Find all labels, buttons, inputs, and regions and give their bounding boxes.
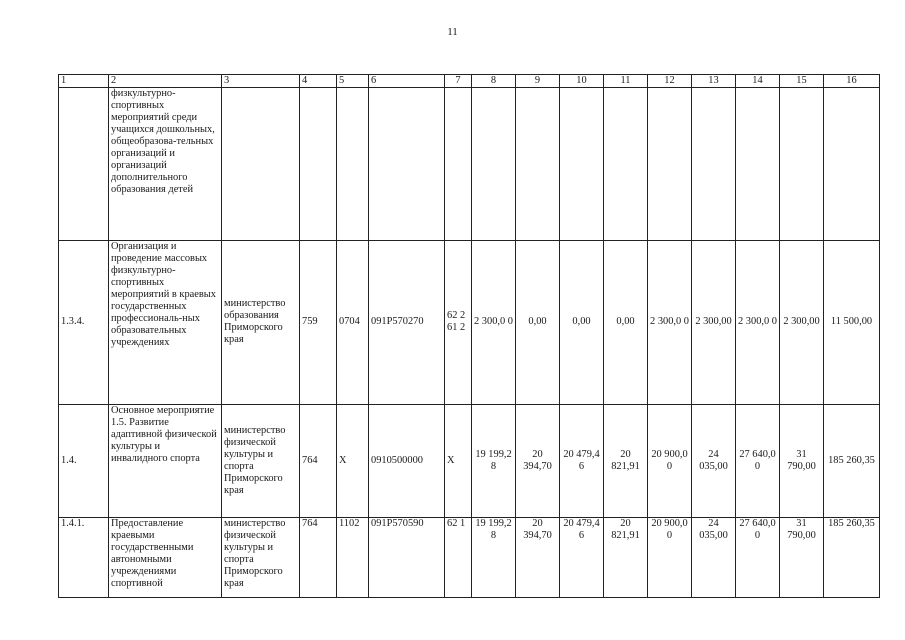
- activity-name-cell: физкультурно-спортивных мероприятий среди учащихся дошкольных, общеобразова-тельных организаций и организаций дополнительного образования детей: [109, 88, 222, 241]
- amount-cell: [472, 88, 516, 241]
- header-cell: 2: [109, 75, 222, 88]
- vr-cell: [445, 88, 472, 241]
- amount-cell: 2 300,00: [692, 240, 736, 405]
- grbs-cell: 764: [300, 517, 337, 597]
- amount-cell: 20 479,4 6: [560, 405, 604, 517]
- amount-cell: 2 300,0 0: [736, 240, 780, 405]
- responsible-cell: министерство образования Приморского края: [222, 240, 300, 405]
- amount-cell: 27 640,0 0: [736, 405, 780, 517]
- amount-cell: [780, 88, 824, 241]
- total-cell: 185 260,35: [824, 405, 880, 517]
- activity-name-cell: Предоставление краевыми государственными автономными учреждениями спортивной: [109, 517, 222, 597]
- rzpr-cell: Х: [337, 405, 369, 517]
- header-cell: 16: [824, 75, 880, 88]
- row-number-cell: 1.4.: [59, 405, 109, 517]
- row-number-cell: [59, 88, 109, 241]
- header-cell: 4: [300, 75, 337, 88]
- header-cell: 7: [445, 75, 472, 88]
- responsible-cell: министерство физической культуры и спорта Приморского края: [222, 517, 300, 597]
- header-cell: 12: [648, 75, 692, 88]
- header-cell: 14: [736, 75, 780, 88]
- csr-cell: 091P570270: [369, 240, 445, 405]
- amount-cell: 0,00: [516, 240, 560, 405]
- header-cell: 15: [780, 75, 824, 88]
- amount-cell: [736, 88, 780, 241]
- amount-cell: 2 300,00: [780, 240, 824, 405]
- amount-cell: 24 035,00: [692, 517, 736, 597]
- row-number-cell: 1.3.4.: [59, 240, 109, 405]
- vr-cell: 62 2 61 2: [445, 240, 472, 405]
- amount-cell: 20 394,70: [516, 517, 560, 597]
- header-cell: 3: [222, 75, 300, 88]
- amount-cell: 20 394,70: [516, 405, 560, 517]
- amount-cell: 27 640,0 0: [736, 517, 780, 597]
- rzpr-cell: [337, 88, 369, 241]
- table-row: [59, 517, 880, 597]
- csr-cell: [369, 88, 445, 241]
- amount-cell: 20 900,0 0: [648, 405, 692, 517]
- header-cell: 11: [604, 75, 648, 88]
- rzpr-cell: 1102: [337, 517, 369, 597]
- grbs-cell: [300, 88, 337, 241]
- activity-name-cell: Организация и проведение массовых физкультурно-спортивных мероприятий в краевых государственных профессиональ-ных образовательных учреждениях: [109, 240, 222, 405]
- header-cell: 1: [59, 75, 109, 88]
- amount-cell: [692, 88, 736, 241]
- amount-cell: 2 300,0 0: [648, 240, 692, 405]
- header-cell: 6: [369, 75, 445, 88]
- activity-name-cell: Основное мероприятие 1.5. Развитие адаптивной физической культуры и инвалидного спорта: [109, 405, 222, 517]
- table-row: [59, 405, 880, 517]
- table-row: [59, 240, 880, 405]
- amount-cell: 20 821,91: [604, 405, 648, 517]
- amount-cell: 31 790,00: [780, 405, 824, 517]
- amount-cell: [604, 88, 648, 241]
- amount-cell: 31 790,00: [780, 517, 824, 597]
- total-cell: [824, 88, 880, 241]
- vr-cell: Х: [445, 405, 472, 517]
- amount-cell: 20 821,91: [604, 517, 648, 597]
- amount-cell: [648, 88, 692, 241]
- responsible-cell: [222, 88, 300, 241]
- csr-cell: 091P570590: [369, 517, 445, 597]
- amount-cell: 19 199,2 8: [472, 405, 516, 517]
- amount-cell: [560, 88, 604, 241]
- row-number-cell: 1.4.1.: [59, 517, 109, 597]
- header-cell: 13: [692, 75, 736, 88]
- rzpr-cell: 0704: [337, 240, 369, 405]
- amount-cell: 0,00: [560, 240, 604, 405]
- table-header-row: [59, 75, 880, 88]
- header-cell: 10: [560, 75, 604, 88]
- amount-cell: 20 479,4 6: [560, 517, 604, 597]
- total-cell: 11 500,00: [824, 240, 880, 405]
- responsible-cell: министерство физической культуры и спорта Приморского края: [222, 405, 300, 517]
- program-table: [58, 74, 880, 598]
- page-number: 11: [447, 26, 458, 38]
- amount-cell: 19 199,2 8: [472, 517, 516, 597]
- grbs-cell: 759: [300, 240, 337, 405]
- amount-cell: 2 300,0 0: [472, 240, 516, 405]
- csr-cell: 0910500000: [369, 405, 445, 517]
- header-cell: 8: [472, 75, 516, 88]
- header-cell: 5: [337, 75, 369, 88]
- amount-cell: 24 035,00: [692, 405, 736, 517]
- vr-cell: 62 1: [445, 517, 472, 597]
- header-cell: 9: [516, 75, 560, 88]
- total-cell: 185 260,35: [824, 517, 880, 597]
- amount-cell: 20 900,0 0: [648, 517, 692, 597]
- amount-cell: 0,00: [604, 240, 648, 405]
- table-row: [59, 88, 880, 241]
- grbs-cell: 764: [300, 405, 337, 517]
- amount-cell: [516, 88, 560, 241]
